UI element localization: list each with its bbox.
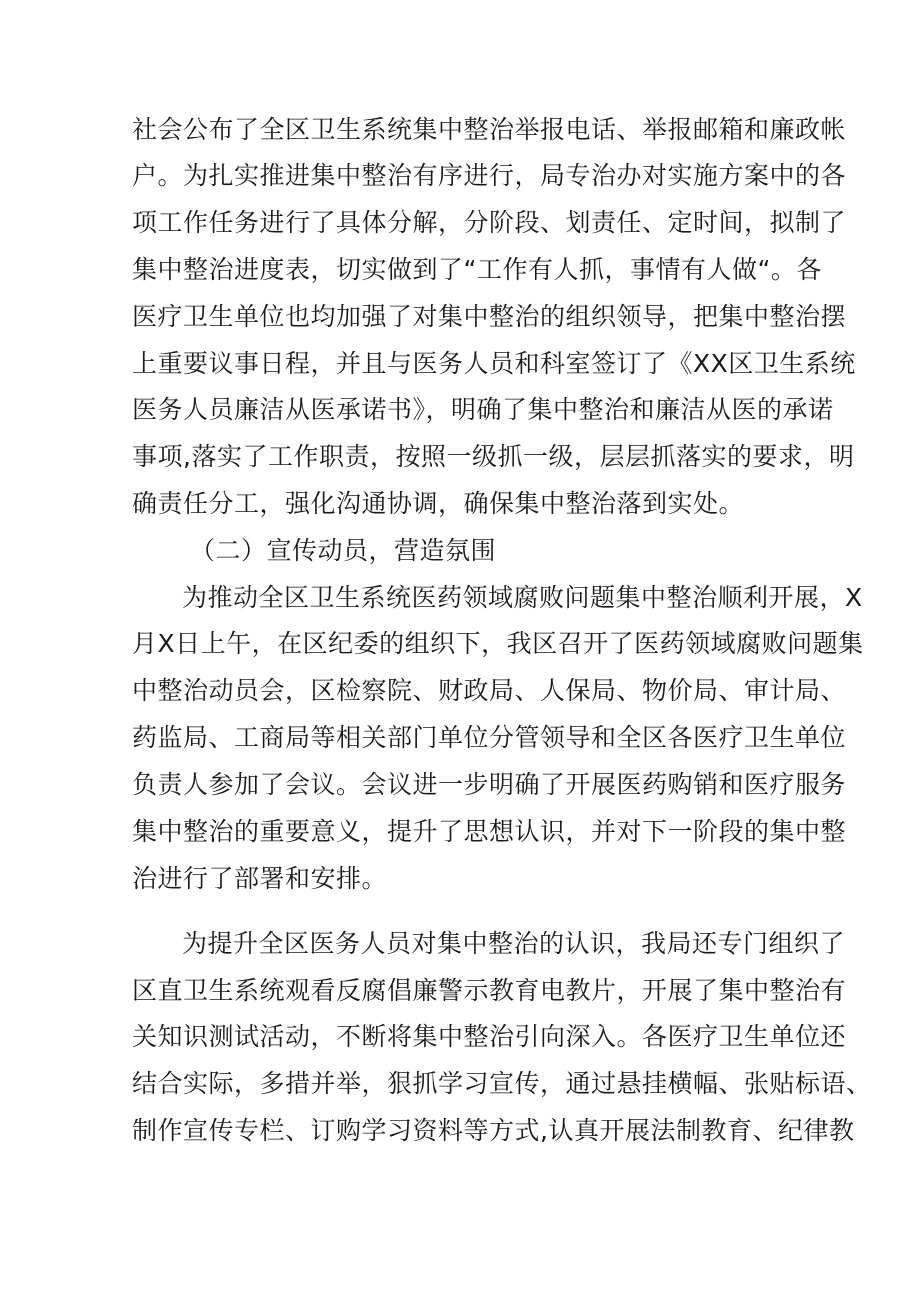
paragraph-2-line-2: 月X日上午，在区纪委的组织下，我区召开了医药领域腐败问题集 <box>132 629 864 658</box>
paragraph-1-line-7: 医务人员廉洁从医承诺书》，明确了集中整治和廉洁从医的承诺 <box>132 395 834 424</box>
paragraph-1-line-8: 事项,落实了工作职责，按照一级抓一级，层层抓落实的要求，明 <box>132 442 855 471</box>
paragraph-3-line-5: 制作宣传专栏、订购学习资料等方式,认真开展法制教育、纪律教 <box>132 1116 855 1145</box>
paragraph-2-line-5: 负责人参加了会议。会议进一步明确了开展医药购销和医疗服务 <box>132 770 847 799</box>
paragraph-1-line-1: 社会公布了全区卫生系统集中整治举报电话、举报邮箱和廉政帐 <box>132 115 847 144</box>
paragraph-2-line-3: 中整治动员会，区检察院、财政局、人保局、物价局、审计局、 <box>132 676 847 705</box>
paragraph-2-line-4: 药监局、工商局等相关部门单位分管领导和全区各医疗卫生单位 <box>132 723 847 752</box>
paragraph-1-line-2: 户。为扎实推进集中整治有序进行，局专治办对实施方案中的各 <box>132 161 847 190</box>
paragraph-3-line-2: 区直卫生系统观看反腐倡廉警示教育电教片，开展了集中整治有 <box>132 976 847 1005</box>
paragraph-3-line-3: 关知识测试活动，不断将集中整治引向深入。各医疗卫生单位还 <box>132 1022 847 1051</box>
section-heading: （二）宣传动员，营造氛围 <box>190 536 497 565</box>
paragraph-2-line-1: 为推动全区卫生系统医药领域腐败问题集中整治顺利开展，X <box>182 583 863 612</box>
paragraph-1-line-3: 项工作任务进行了具体分解，分阶段、划责任、定时间，拟制了 <box>132 208 847 237</box>
paragraph-1-line-6: 上重要议事日程，并且与医务人员和科室签订了《XX区卫生系统 <box>132 349 856 378</box>
paragraph-1-line-9: 确责任分工，强化沟通协调，确保集中整治落到实处。 <box>132 489 745 518</box>
paragraph-2-line-7: 治进行了部署和安排。 <box>132 864 388 893</box>
paragraph-3-line-4: 结合实际，多措并举，狠抓学习宣传，通过悬挂横幅、张贴标语、 <box>132 1069 872 1098</box>
paragraph-3-line-1: 为提升全区医务人员对集中整治的认识，我局还专门组织了 <box>182 929 846 958</box>
paragraph-1-line-5: 医疗卫生单位也均加强了对集中整治的组织领导，把集中整治摆 <box>132 302 847 331</box>
paragraph-2-line-6: 集中整治的重要意义，提升了思想认识，并对下一阶段的集中整 <box>132 817 847 846</box>
paragraph-1-line-4: 集中整治进度表，切实做到了“工作有人抓，事情有人做“。各 <box>132 255 822 284</box>
